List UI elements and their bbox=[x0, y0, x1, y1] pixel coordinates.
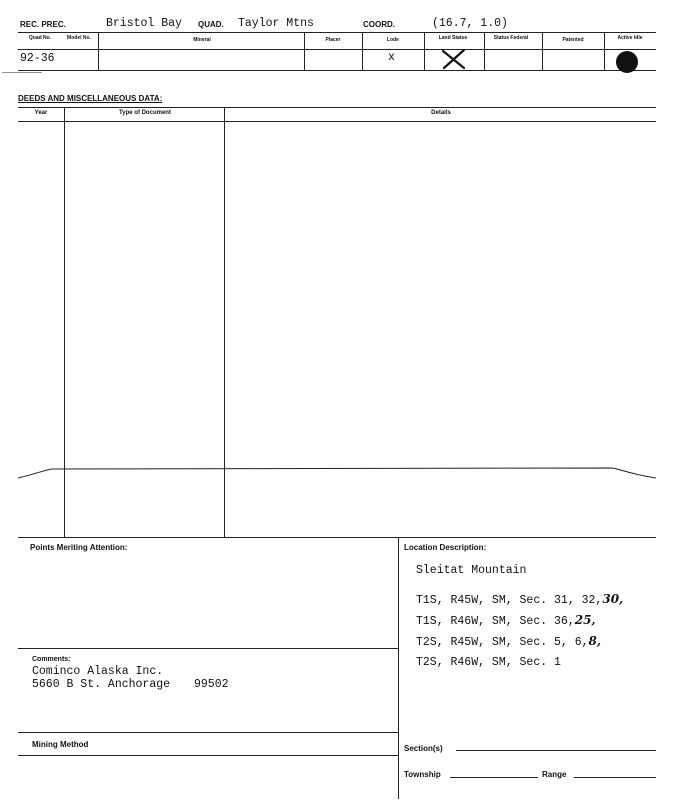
coord-label: COORD. bbox=[363, 20, 395, 29]
sections-label: Section(s) bbox=[404, 744, 443, 753]
comments-label: Comments: bbox=[32, 656, 71, 663]
deeds-year-header: Year bbox=[34, 110, 48, 116]
rec-prec-label: REC. PREC. bbox=[20, 20, 66, 29]
location-line-1 bbox=[416, 590, 623, 608]
lode-header: Lode bbox=[387, 37, 399, 43]
col-divider-land bbox=[424, 33, 425, 71]
location-line-1-typed: T1S, R45W, SM, Sec. 31, 32, bbox=[416, 594, 603, 607]
col-divider-mineral bbox=[98, 33, 99, 71]
location-line-1-hand: 30, bbox=[602, 592, 624, 606]
lower-divider bbox=[398, 537, 399, 799]
scan-edge-mark bbox=[2, 72, 42, 73]
sections-fill-line bbox=[456, 750, 656, 751]
placer-header: Placer bbox=[325, 37, 341, 43]
location-line-4-typed: T2S, R46W, SM, Sec. 1 bbox=[416, 656, 561, 669]
status-federal-header: Status Federal bbox=[493, 35, 529, 41]
points-label: Points Meriting Attention: bbox=[30, 543, 128, 552]
model-no-header: Model No. bbox=[67, 35, 91, 41]
active-circle-mark bbox=[614, 50, 640, 74]
land-status-x-mark bbox=[440, 48, 468, 70]
land-status-header: Land Status bbox=[438, 35, 468, 41]
active-idle-header: Active Idle bbox=[617, 35, 643, 41]
comments-line1: Cominco Alaska Inc. bbox=[32, 665, 164, 678]
location-label: Location Description: bbox=[404, 543, 487, 552]
deeds-top-rule bbox=[18, 107, 656, 108]
mining-method-label: Mining Method bbox=[32, 740, 89, 749]
location-name: Sleitat Mountain bbox=[416, 564, 527, 577]
location-line-2 bbox=[416, 611, 596, 629]
quad-label: QUAD. bbox=[198, 20, 224, 29]
coord-value: (16.7, 1.0) bbox=[432, 17, 508, 30]
claim-bottom-rule bbox=[18, 70, 656, 71]
col-divider-placer bbox=[304, 33, 305, 71]
col-divider-patented bbox=[542, 33, 543, 71]
quad-value: Taylor Mtns bbox=[238, 17, 314, 30]
mineral-header: Mineral bbox=[193, 37, 211, 43]
col-divider-federal bbox=[484, 33, 485, 71]
col-divider-active bbox=[604, 33, 605, 71]
quad-no-header: Quad No. bbox=[28, 35, 52, 41]
patented-header: Patented bbox=[562, 37, 584, 43]
comments-top-rule bbox=[18, 648, 398, 649]
deeds-header-rule bbox=[18, 121, 656, 122]
location-line-3 bbox=[416, 632, 601, 650]
claim-header-rule bbox=[18, 49, 656, 50]
deeds-details-header: Details bbox=[431, 110, 451, 116]
lode-mark: x bbox=[388, 51, 395, 64]
deeds-type-header: Type of Document bbox=[119, 110, 171, 116]
header-rule bbox=[18, 32, 656, 33]
mining-bottom-rule bbox=[18, 755, 398, 756]
township-fill-line bbox=[450, 777, 538, 778]
col-divider-lode bbox=[362, 33, 363, 71]
fold-line bbox=[0, 460, 678, 490]
deeds-bottom-rule bbox=[18, 537, 656, 538]
location-line-4 bbox=[416, 652, 561, 670]
location-line-3-typed: T2S, R45W, SM, Sec. 5, 6, bbox=[416, 636, 589, 649]
township-label: Township bbox=[404, 770, 441, 779]
location-line-2-typed: T1S, R46W, SM, Sec. 36, bbox=[416, 615, 575, 628]
range-label: Range bbox=[542, 770, 567, 779]
comments-zip: 99502 bbox=[194, 678, 229, 691]
deeds-section-title: DEEDS AND MISCELLANEOUS DATA: bbox=[18, 94, 163, 103]
quad-model-value: 92-36 bbox=[20, 52, 55, 65]
comments-line2: 5660 B St. Anchorage bbox=[32, 678, 171, 691]
location-line-3-hand: 8, bbox=[588, 634, 602, 648]
location-line-2-hand: 25, bbox=[574, 613, 596, 627]
mining-top-rule bbox=[18, 732, 398, 733]
rec-prec-value: Bristol Bay bbox=[106, 17, 182, 30]
range-fill-line bbox=[574, 777, 656, 778]
